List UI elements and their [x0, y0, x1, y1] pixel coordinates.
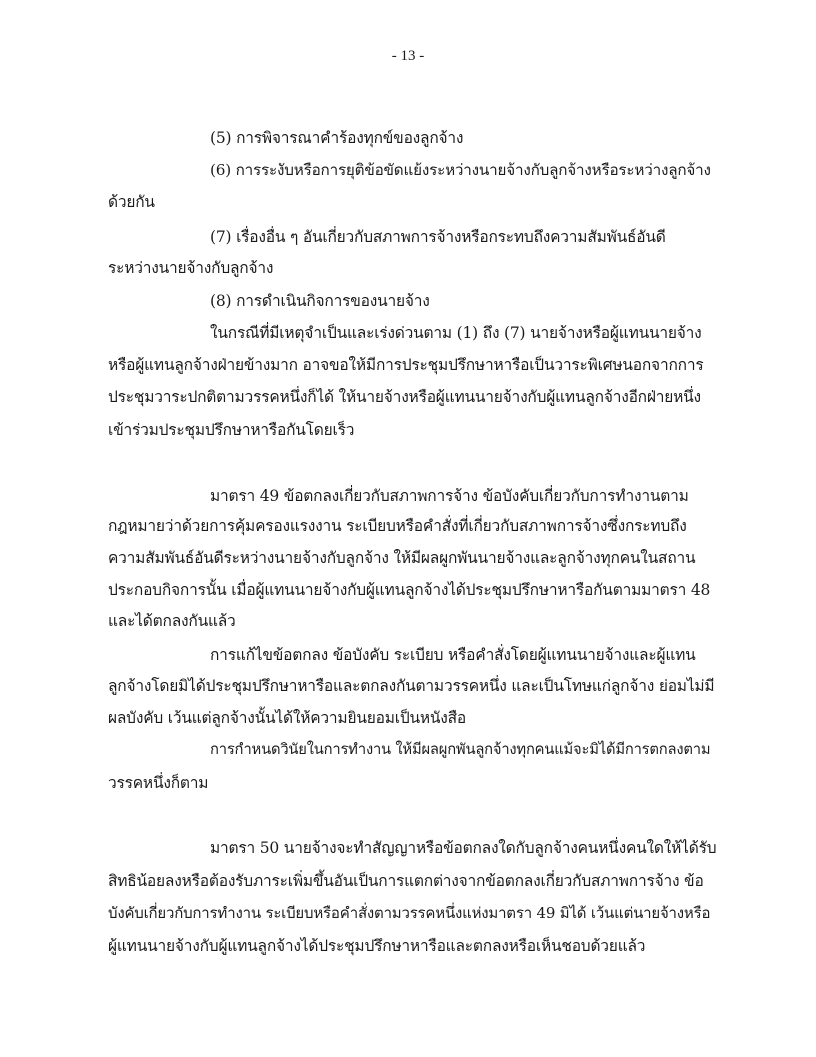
section-49-paragraph-2-line-1: การแก้ไขข้อตกลง ข้อบังคับ ระเบียบ หรือคำสั่งโดยผู้แทนนายจ้างและผู้แทน	[210, 646, 696, 664]
item-8: (8) การดำเนินกิจการของนายจ้าง	[210, 292, 430, 310]
item-6-line-2: ด้วยกัน	[108, 193, 155, 211]
urgent-paragraph-line-2: หรือผู้แทนลูกจ้างฝ่ายข้างมาก อาจขอให้มีการประชุมปรึกษาหารือเป็นวาระพิเศษนอกจากการ	[108, 356, 704, 374]
item-7-line-2: ระหว่างนายจ้างกับลูกจ้าง	[108, 259, 274, 277]
section-49-line-2: กฎหมายว่าด้วยการคุ้มครองแรงงาน ระเบียบหรือคำสั่งที่เกี่ยวกับสภาพการจ้างซึ่งกระทบถึง	[108, 517, 687, 535]
section-49-paragraph-3-line-2: วรรคหนึ่งก็ตาม	[108, 774, 209, 792]
page-number: - 13 -	[391, 48, 425, 64]
section-50-line-4: ผู้แทนนายจ้างกับผู้แทนลูกจ้างได้ประชุมปรึกษาหารือและตกลงหรือเห็นชอบด้วยแล้ว	[108, 937, 646, 955]
section-49-line-5: และได้ตกลงกันแล้ว	[108, 612, 236, 630]
item-6-line-1: (6) การระงับหรือการยุติข้อขัดแย้งระหว่างนายจ้างกับลูกจ้างหรือระหว่างลูกจ้าง	[210, 161, 711, 179]
item-7-line-1: (7) เรื่องอื่น ๆ อันเกี่ยวกับสภาพการจ้างหรือกระทบถึงความสัมพันธ์อันดี	[210, 228, 666, 246]
section-50-line-1: มาตรา 50 นายจ้างจะทำสัญญาหรือข้อตกลงใดกับลูกจ้างคนหนึ่งคนใดให้ได้รับ	[210, 839, 717, 857]
urgent-paragraph-line-1: ในกรณีที่มีเหตุจำเป็นและเร่งด่วนตาม (1) ถึง (7) นายจ้างหรือผู้แทนนายจ้าง	[210, 324, 702, 342]
urgent-paragraph-line-3: ประชุมวาระปกติตามวรรคหนึ่งก็ได้ ให้นายจ้างหรือผู้แทนนายจ้างกับผู้แทนลูกจ้างอีกฝ่ายหนึ่ง	[108, 388, 701, 406]
section-49-line-1: มาตรา 49 ข้อตกลงเกี่ยวกับสภาพการจ้าง ข้อบังคับเกี่ยวกับการทำงานตาม	[210, 487, 689, 505]
section-49-line-4: ประกอบกิจการนั้น เมื่อผู้แทนนายจ้างกับผู้แทนลูกจ้างได้ประชุมปรึกษาหารือกันตามมาตรา 48	[108, 581, 711, 599]
item-5: (5) การพิจารณาคำร้องทุกข์ของลูกจ้าง	[210, 129, 464, 147]
section-49-paragraph-2-line-2: ลูกจ้างโดยมิได้ประชุมปรึกษาหารือและตกลงกันตามวรรคหนึ่ง และเป็นโทษแก่ลูกจ้าง ย่อมไม่มี	[108, 677, 715, 695]
section-50-line-2: สิทธิน้อยลงหรือต้องรับภาระเพิ่มขึ้นอันเป็นการแตกต่างจากข้อตกลงเกี่ยวกับสภาพการจ้าง ข้อ	[108, 872, 704, 890]
section-50-line-3: บังคับเกี่ยวกับการทำงาน ระเบียบหรือคำสั่งตามวรรคหนึ่งแห่งมาตรา 49 มิได้ เว้นแต่นายจ้างหรือ	[108, 904, 711, 922]
urgent-paragraph-line-4: เข้าร่วมประชุมปรึกษาหารือกันโดยเร็ว	[108, 421, 355, 439]
section-49-paragraph-3-line-1: การกำหนดวินัยในการทำงาน ให้มีผลผูกพันลูกจ้างทุกคนแม้จะมิได้มีการตกลงตาม	[210, 741, 711, 758]
section-49-paragraph-2-line-3: ผลบังคับ เว้นแต่ลูกจ้างนั้นได้ให้ความยินยอมเป็นหนังสือ	[108, 709, 467, 727]
section-49-line-3: ความสัมพันธ์อันดีระหว่างนายจ้างกับลูกจ้าง ให้มีผลผูกพันนายจ้างและลูกจ้างทุกคนในสถาน	[108, 549, 696, 567]
